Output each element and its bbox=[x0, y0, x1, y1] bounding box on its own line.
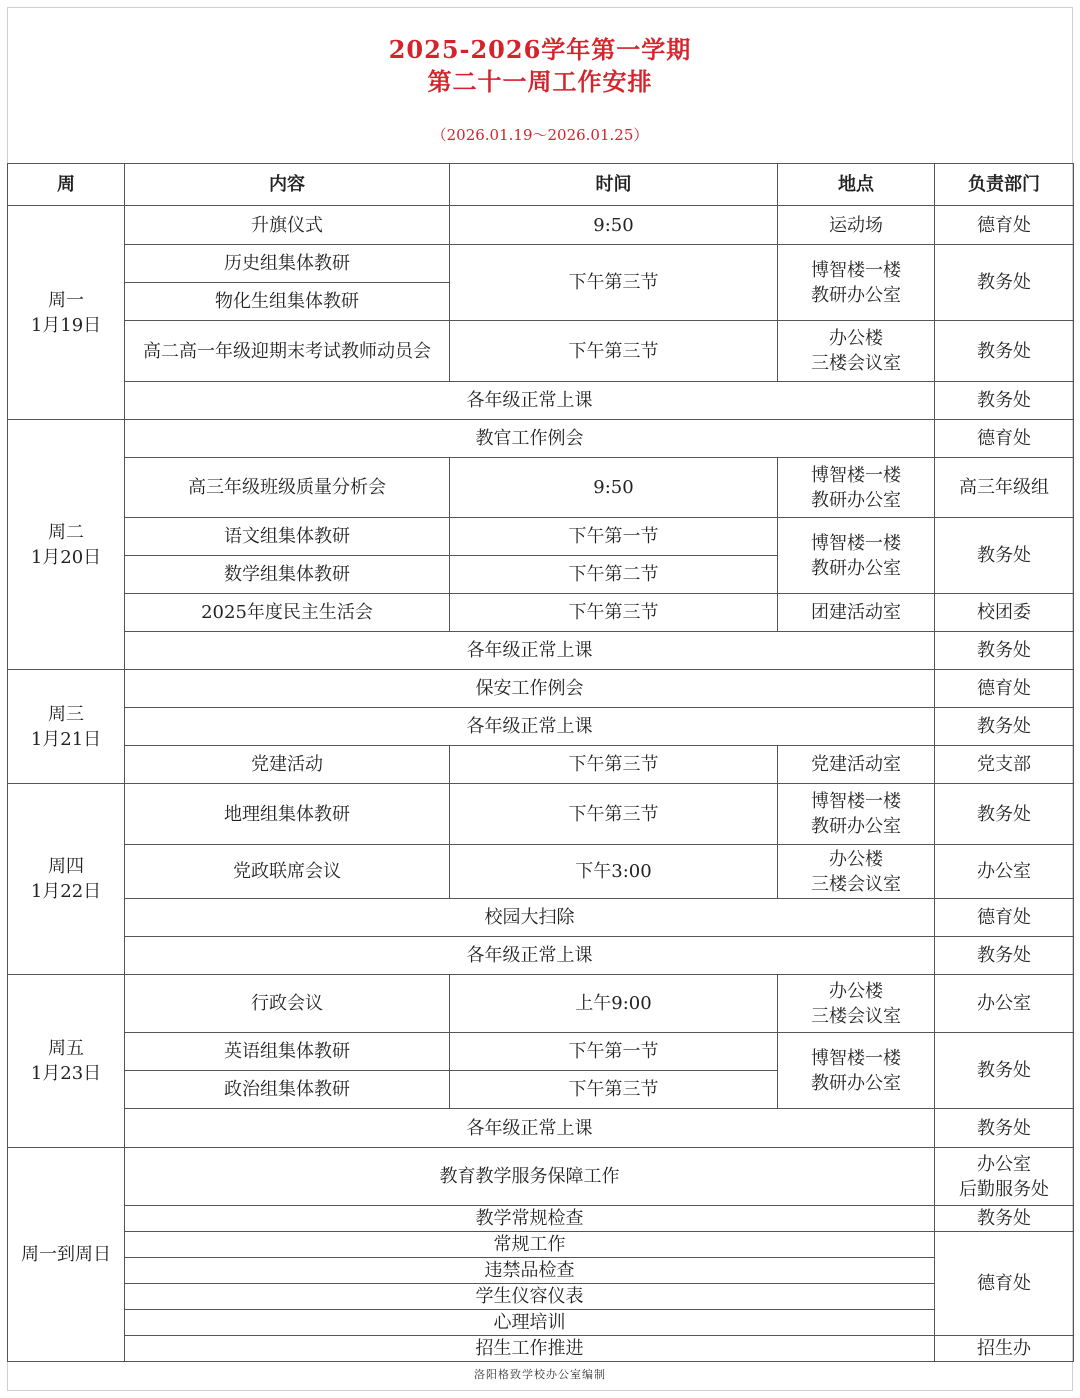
content-cell: 教学常规检查 bbox=[125, 1206, 935, 1232]
time-cell: 下午第一节 bbox=[450, 518, 778, 556]
dept-cell: 德育处 bbox=[935, 1232, 1074, 1336]
location-cell: 博智楼一楼 教研办公室 bbox=[778, 245, 935, 321]
time-cell: 下午第三节 bbox=[450, 321, 778, 382]
page-title: 2025-2026学年第一学期 bbox=[388, 35, 692, 64]
content-cell: 各年级正常上课 bbox=[125, 708, 935, 746]
time-cell: 下午第三节 bbox=[450, 1071, 778, 1109]
content-cell: 各年级正常上课 bbox=[125, 632, 935, 670]
dept-cell: 教务处 bbox=[935, 1109, 1074, 1148]
day-cell-fri: 周五 1月23日 bbox=[8, 975, 125, 1148]
content-cell: 高二高一年级迎期末考试教师动员会 bbox=[125, 321, 450, 382]
time-cell: 下午3:00 bbox=[450, 845, 778, 899]
day-cell-thu: 周四 1月22日 bbox=[8, 784, 125, 975]
content-cell: 语文组集体教研 bbox=[125, 518, 450, 556]
content-cell: 数学组集体教研 bbox=[125, 556, 450, 594]
content-cell: 学生仪容仪表 bbox=[125, 1284, 935, 1310]
table-row bbox=[8, 746, 1074, 784]
content-cell: 政治组集体教研 bbox=[125, 1071, 450, 1109]
content-cell: 各年级正常上课 bbox=[125, 382, 935, 420]
time-cell: 下午第三节 bbox=[450, 594, 778, 632]
dept-cell: 高三年级组 bbox=[935, 458, 1074, 518]
table-row bbox=[8, 708, 1074, 746]
location-cell: 运动场 bbox=[778, 206, 935, 245]
table-row bbox=[8, 1310, 1074, 1336]
content-cell: 保安工作例会 bbox=[125, 670, 935, 708]
time-cell: 下午第二节 bbox=[450, 556, 778, 594]
dept-cell: 招生办 bbox=[935, 1336, 1074, 1362]
dept-cell: 教务处 bbox=[935, 382, 1074, 420]
time-cell: 下午第三节 bbox=[450, 746, 778, 784]
col-header-time: 时间 bbox=[450, 164, 778, 206]
content-cell: 教育教学服务保障工作 bbox=[125, 1148, 935, 1206]
location-cell: 博智楼一楼 教研办公室 bbox=[778, 1033, 935, 1109]
content-cell: 党政联席会议 bbox=[125, 845, 450, 899]
location-cell: 团建活动室 bbox=[778, 594, 935, 632]
col-header-dept: 负责部门 bbox=[935, 164, 1074, 206]
table-row bbox=[8, 632, 1074, 670]
dept-cell: 教务处 bbox=[935, 784, 1074, 845]
time-cell: 9:50 bbox=[450, 458, 778, 518]
table-row bbox=[8, 1206, 1074, 1232]
dept-cell: 党支部 bbox=[935, 746, 1074, 784]
table-row bbox=[8, 899, 1074, 937]
content-cell: 行政会议 bbox=[125, 975, 450, 1033]
dept-cell: 办公室 bbox=[935, 975, 1074, 1033]
dept-cell: 教务处 bbox=[935, 632, 1074, 670]
content-cell: 教官工作例会 bbox=[125, 420, 935, 458]
location-cell: 党建活动室 bbox=[778, 746, 935, 784]
time-cell: 上午9:00 bbox=[450, 975, 778, 1033]
dept-cell: 教务处 bbox=[935, 245, 1074, 321]
time-cell: 下午第一节 bbox=[450, 1033, 778, 1071]
content-cell: 英语组集体教研 bbox=[125, 1033, 450, 1071]
dept-cell: 办公室 bbox=[935, 845, 1074, 899]
col-header-location: 地点 bbox=[778, 164, 935, 206]
time-cell: 9:50 bbox=[450, 206, 778, 245]
dept-cell: 教务处 bbox=[935, 1206, 1074, 1232]
table-row bbox=[8, 1336, 1074, 1362]
table-row bbox=[8, 1258, 1074, 1284]
content-cell: 升旗仪式 bbox=[125, 206, 450, 245]
dept-cell: 教务处 bbox=[935, 321, 1074, 382]
dept-cell: 德育处 bbox=[935, 899, 1074, 937]
content-cell: 高三年级班级质量分析会 bbox=[125, 458, 450, 518]
day-cell-week: 周一到周日 bbox=[8, 1148, 125, 1362]
content-cell: 招生工作推进 bbox=[125, 1336, 935, 1362]
table-row bbox=[8, 206, 1074, 245]
content-cell: 违禁品检查 bbox=[125, 1258, 935, 1284]
dept-cell: 德育处 bbox=[935, 670, 1074, 708]
dept-cell: 教务处 bbox=[935, 937, 1074, 975]
page-subtitle: 第二十一周工作安排 bbox=[427, 67, 653, 96]
dept-cell: 教务处 bbox=[935, 518, 1074, 594]
location-cell: 博智楼一楼 教研办公室 bbox=[778, 518, 935, 594]
table-row bbox=[8, 420, 1074, 458]
location-cell: 办公楼 三楼会议室 bbox=[778, 845, 935, 899]
table-row bbox=[8, 321, 1074, 382]
table-row bbox=[8, 245, 1074, 283]
content-cell: 心理培训 bbox=[125, 1310, 935, 1336]
footer-credit: 洛阳格致学校办公室编制 bbox=[474, 1368, 606, 1381]
header-row bbox=[8, 164, 1074, 206]
table-row bbox=[8, 1109, 1074, 1148]
table-row bbox=[8, 458, 1074, 518]
table-row bbox=[8, 937, 1074, 975]
content-cell: 历史组集体教研 bbox=[125, 245, 450, 283]
content-cell: 各年级正常上课 bbox=[125, 937, 935, 975]
table-row bbox=[8, 784, 1074, 845]
table-row bbox=[8, 1148, 1074, 1206]
day-cell-mon: 周一 1月19日 bbox=[8, 206, 125, 420]
table-row bbox=[8, 382, 1074, 420]
content-cell: 2025年度民主生活会 bbox=[125, 594, 450, 632]
table-row bbox=[8, 845, 1074, 899]
content-cell: 地理组集体教研 bbox=[125, 784, 450, 845]
content-cell: 物化生组集体教研 bbox=[125, 283, 450, 321]
content-cell: 常规工作 bbox=[125, 1232, 935, 1258]
date-range: （2026.01.19～2026.01.25） bbox=[431, 126, 649, 144]
day-cell-wed: 周三 1月21日 bbox=[8, 670, 125, 784]
location-cell: 博智楼一楼 教研办公室 bbox=[778, 458, 935, 518]
table-row bbox=[8, 1284, 1074, 1310]
table-row bbox=[8, 518, 1074, 556]
dept-cell: 办公室 后勤服务处 bbox=[935, 1148, 1074, 1206]
content-cell: 校园大扫除 bbox=[125, 899, 935, 937]
time-cell: 下午第三节 bbox=[450, 245, 778, 321]
table-row bbox=[8, 594, 1074, 632]
table-row bbox=[8, 670, 1074, 708]
location-cell: 博智楼一楼 教研办公室 bbox=[778, 784, 935, 845]
col-header-week: 周 bbox=[8, 164, 125, 206]
dept-cell: 校团委 bbox=[935, 594, 1074, 632]
dept-cell: 教务处 bbox=[935, 1033, 1074, 1109]
table-row bbox=[8, 1033, 1074, 1071]
time-cell: 下午第三节 bbox=[450, 784, 778, 845]
location-cell: 办公楼 三楼会议室 bbox=[778, 321, 935, 382]
dept-cell: 教务处 bbox=[935, 708, 1074, 746]
day-cell-tue: 周二 1月20日 bbox=[8, 420, 125, 670]
dept-cell: 德育处 bbox=[935, 420, 1074, 458]
schedule-table bbox=[7, 163, 1074, 1362]
content-cell: 党建活动 bbox=[125, 746, 450, 784]
location-cell: 办公楼 三楼会议室 bbox=[778, 975, 935, 1033]
dept-cell: 德育处 bbox=[935, 206, 1074, 245]
col-header-content: 内容 bbox=[125, 164, 450, 206]
table-row bbox=[8, 975, 1074, 1033]
table-row bbox=[8, 1232, 1074, 1258]
content-cell: 各年级正常上课 bbox=[125, 1109, 935, 1148]
